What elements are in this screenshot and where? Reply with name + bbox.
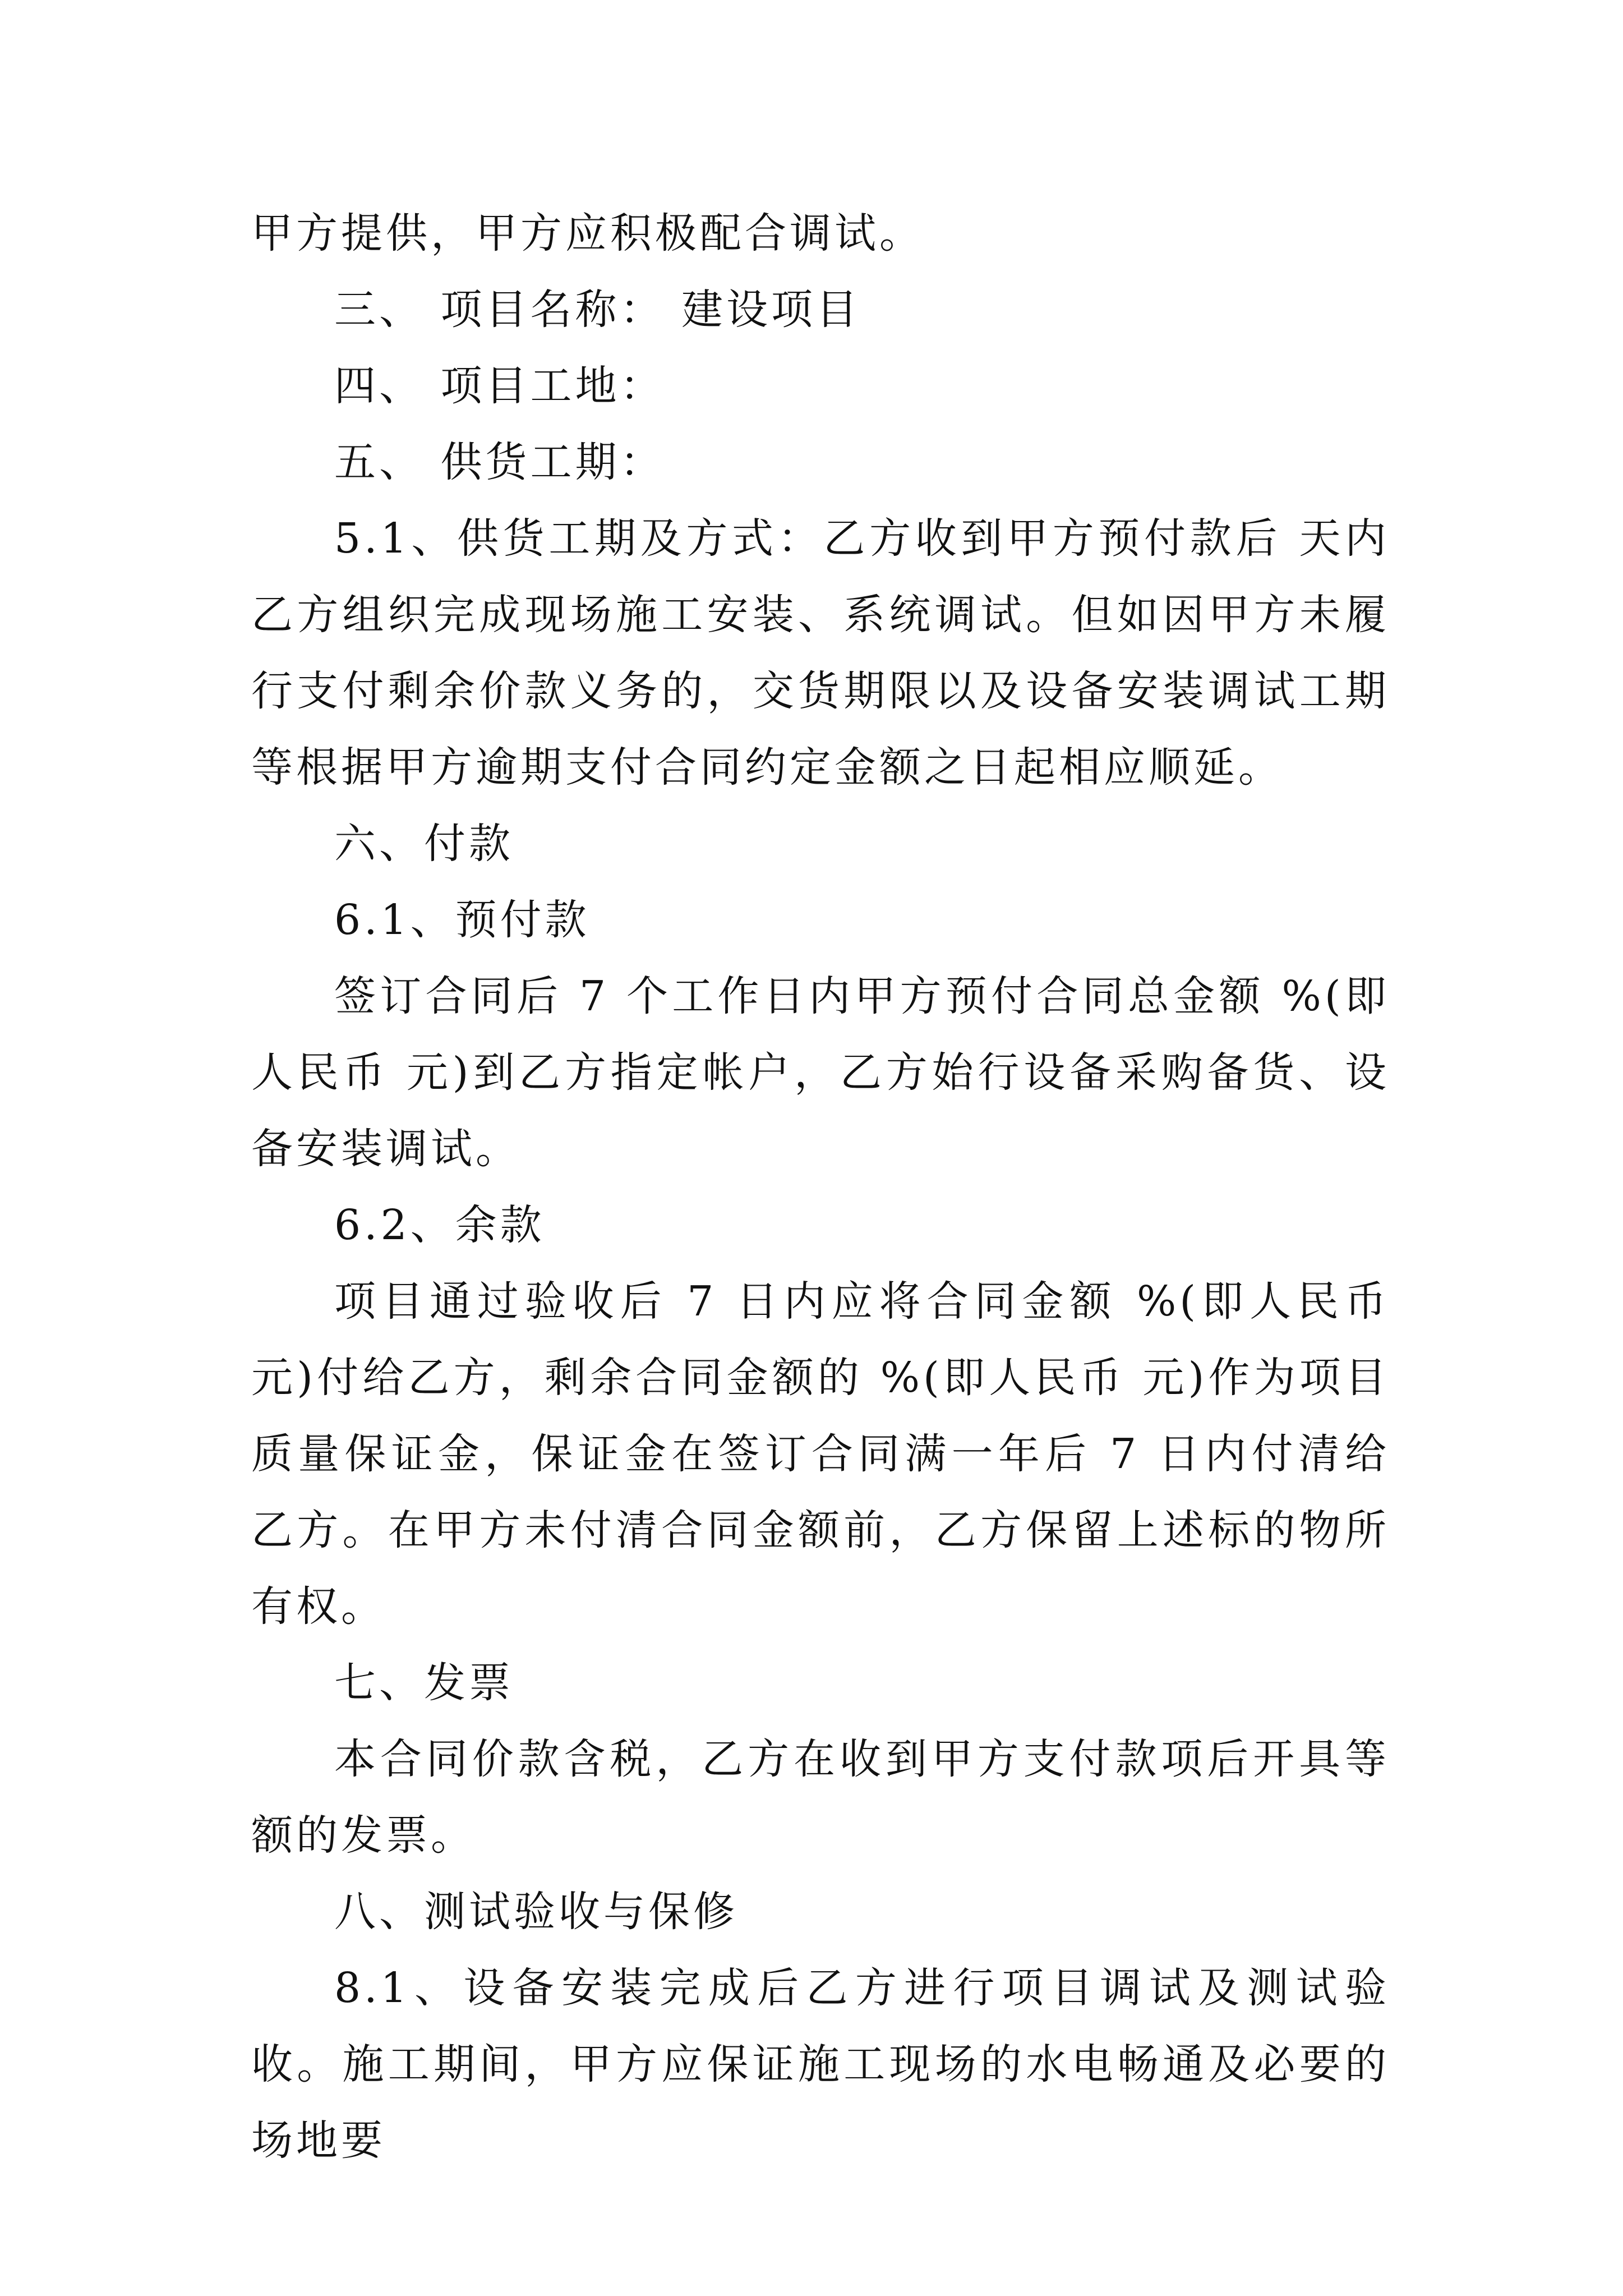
section-4-project-site: 四、 项目工地： [334,362,665,410]
clause-6-1-title: 6.1、预付款 [334,896,590,944]
paragraph-continuation: 甲方提供，甲方应积极配合调试。 [251,209,924,257]
section-8-testing-warranty: 八、测试验收与保修 [334,1888,738,1936]
section-6-payment: 六、付款 [334,820,514,868]
section-3-project-name: 三、 项目名称： 建设项目 [334,286,861,334]
section-5-supply-period: 五、 供货工期： [334,438,665,486]
clause-6-2-body: 项目通过验收后 7 日内应将合同金额 %(即人民币 元)付给乙方，剩余合同金额的 %(即人民币 元)作为项目质量保证金，保证金在签订合同满一年后 7 日内付清给乙方。在甲方未付清合同金额前，乙方保留上述标的物所有权。 [251,1277,1390,1631]
clause-6-2-title: 6.2、余款 [334,1201,545,1249]
section-7-invoice: 七、发票 [334,1659,514,1707]
section-7-body: 本合同价款含税，乙方在收到甲方支付款项后开具等额的发票。 [251,1735,1390,1860]
document-body [251,195,1390,2179]
clause-8-1: 8.1、设备安装完成后乙方进行项目调试及测试验收。施工期间，甲方应保证施工现场的水电畅通及必要的场地要 [251,1964,1390,2165]
clause-6-1-body: 签订合同后 7 个工作日内甲方预付合同总金额 %(即人民币 元)到乙方指定帐户，乙方始行设备采购备货、设备安装调试。 [251,972,1390,1173]
clause-5-1: 5.1、供货工期及方式：乙方收到甲方预付款后 天内乙方组织完成现场施工安装、系统调试。但如因甲方未履行支付剩余价款义务的，交货期限以及设备安装调试工期等根据甲方逾期支付合同约定金额之日起相应顺延。 [251,514,1390,792]
